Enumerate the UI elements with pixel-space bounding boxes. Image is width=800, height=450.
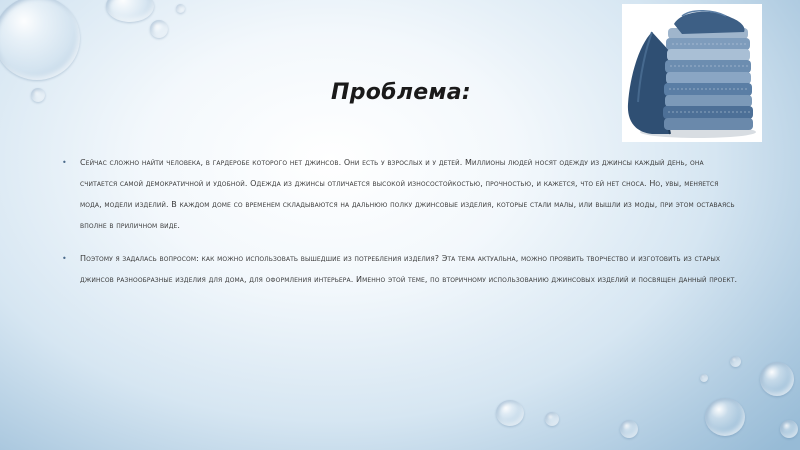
water-drop-icon bbox=[780, 420, 798, 438]
water-drop-icon bbox=[705, 398, 745, 436]
water-drop-icon bbox=[106, 0, 154, 22]
jeans-stack-image bbox=[622, 4, 762, 142]
water-drop-icon bbox=[620, 420, 638, 438]
paragraph-question bbox=[62, 248, 742, 290]
slide-title: Проблема: bbox=[331, 80, 471, 105]
paragraph-problem bbox=[62, 152, 742, 236]
water-drop-icon bbox=[150, 20, 168, 38]
bullet-icon: • bbox=[62, 158, 67, 167]
paragraph-text: Поэтому я задалась вопросом: как можно использовать вышедшие из потребления изделия? Эта тема актуальна, можно проявить творчество и изготовить из старых джинсов разнообразные изделия для дома, для оформления интерьера. Именно этой теме, по вторичному использованию джинсовых изделий и посвящен данный проект. bbox=[80, 254, 738, 284]
water-drop-icon bbox=[760, 362, 794, 396]
water-drop-icon bbox=[31, 88, 45, 102]
water-drop-icon bbox=[0, 0, 80, 80]
water-drop-icon bbox=[700, 374, 708, 382]
bullet-icon: • bbox=[62, 254, 67, 263]
water-drop-icon bbox=[730, 356, 741, 367]
slide-body bbox=[62, 152, 742, 302]
water-drop-icon bbox=[545, 412, 559, 426]
water-drop-icon bbox=[176, 4, 185, 13]
water-drop-icon bbox=[496, 400, 524, 426]
paragraph-text: Сейчас сложно найти человека, в гардеробе которого нет джинсов. Они есть у взрослых и у детей. Миллионы людей носят одежду из джинсы каждый день, она считается самой демократичной и удобной. Одежда из джинсы отличается высокой износостойкостью, прочностью, и кажется, что ей нет сноса. Но, увы, меняется мода, модели изделий. В каждом доме со временем складываются на дальнюю полку джинсовые изделия, которые стали малы, или вышли из моды, при этом оставаясь вполне в приличном виде. bbox=[80, 158, 735, 230]
